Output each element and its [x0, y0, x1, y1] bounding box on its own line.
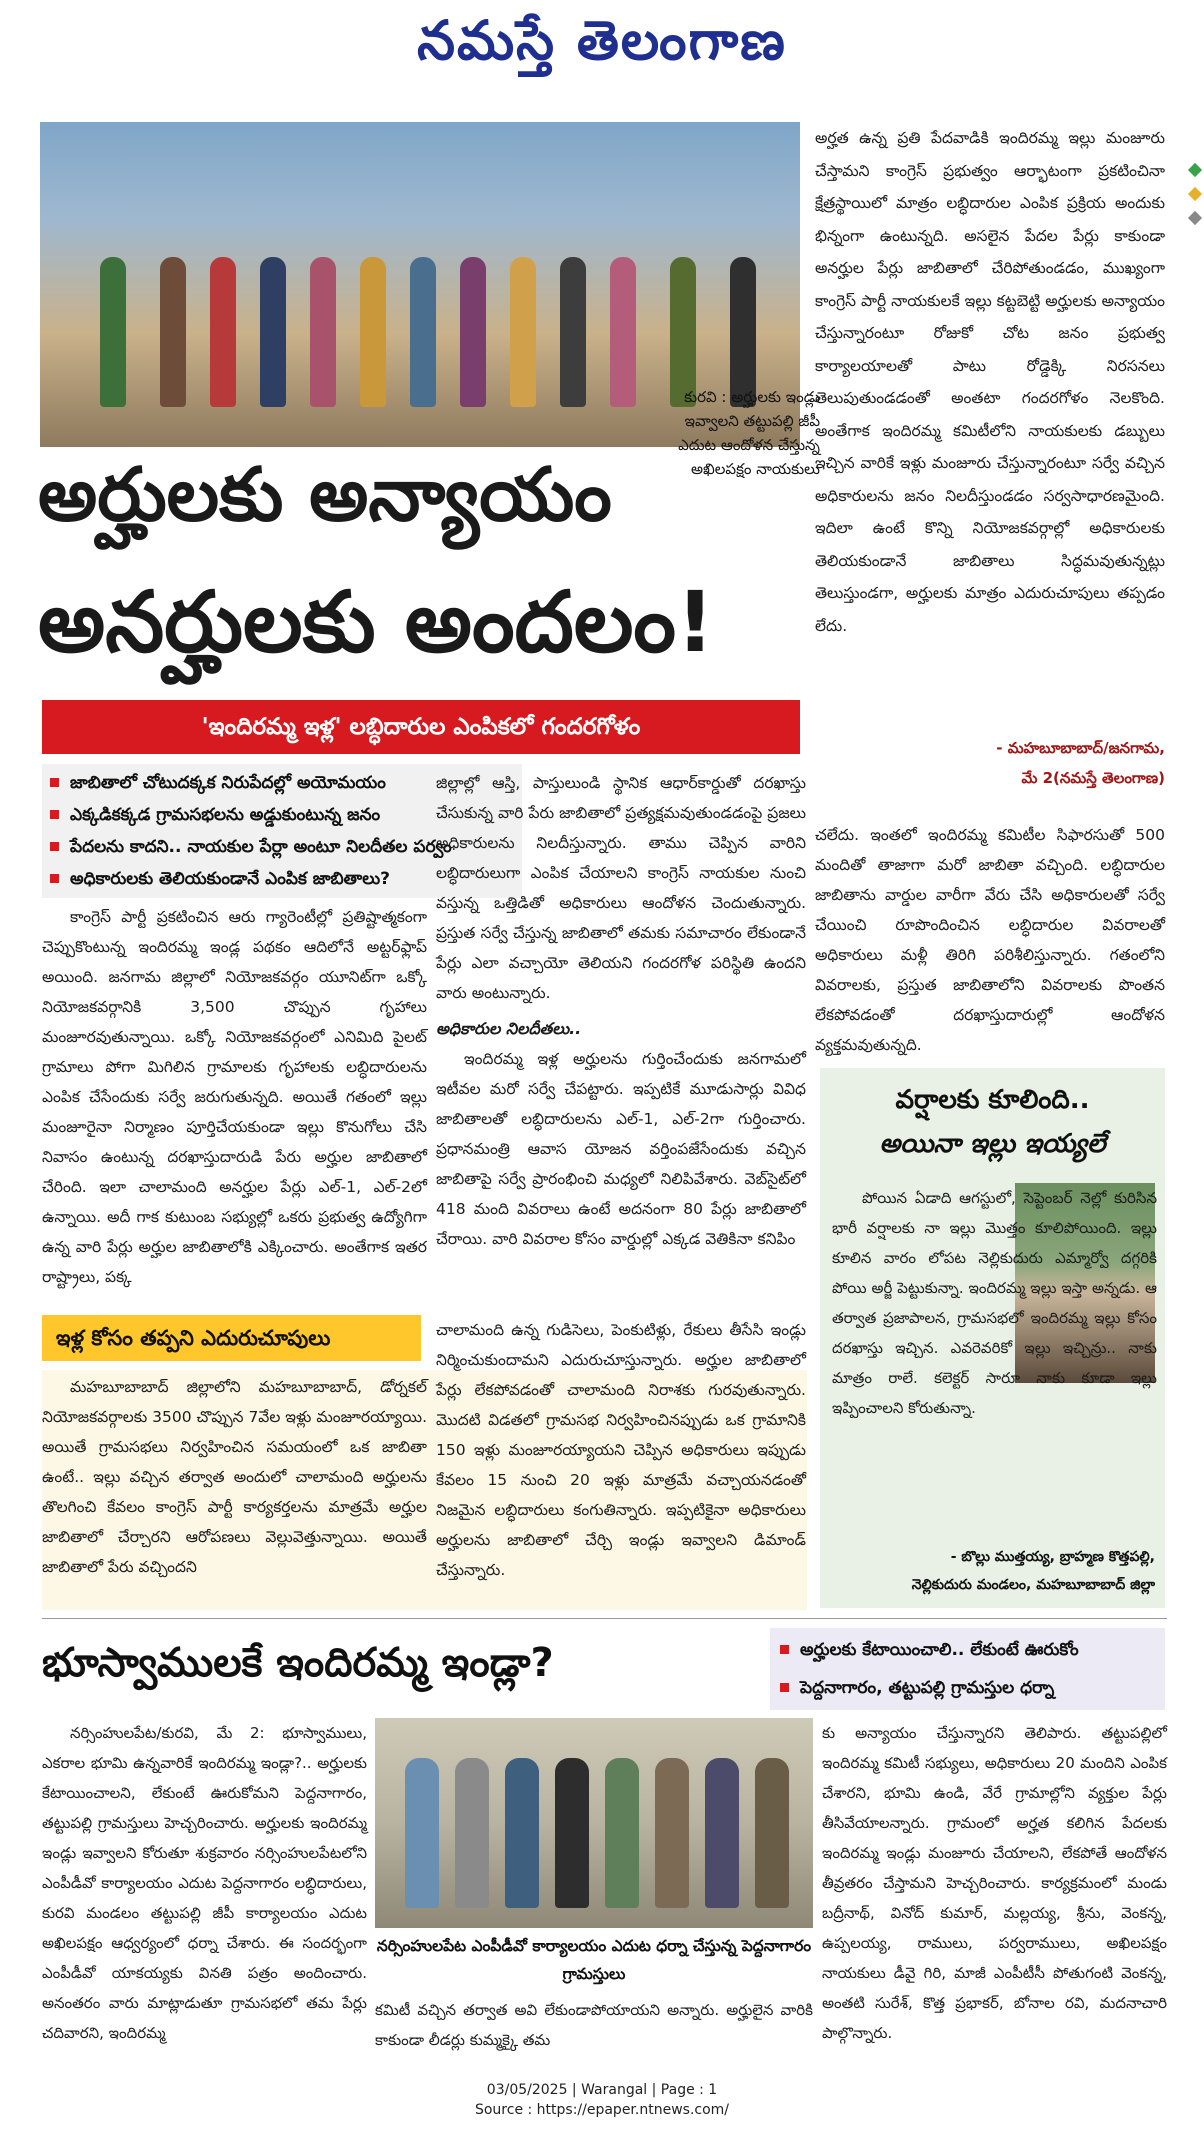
nav-arrow-icon[interactable] — [1188, 163, 1202, 177]
footer — [0, 2080, 1204, 2120]
side-story-title-2: అయినా ఇల్లు ఇయ్యలే — [879, 1129, 1106, 1159]
subheadline-banner: 'ఇందిరమ్మ ఇళ్ల' లబ్ధిదారుల ఎంపికలో గందరగోళం — [42, 700, 800, 754]
key-point: ఎక్కడికక్కడ గ్రామసభలను అడ్డుకుంటున్న జనం — [48, 799, 522, 831]
intro-text: అర్హత ఉన్న ప్రతి పేదవాడికి ఇందిరమ్మ ఇల్లు మంజూరు చేస్తామని కాంగ్రెస్ ప్రభుత్వం ఆర్భాటంగా ప్రకటించినా క్షేత్రస్థాయిలో మాత్రం లబ్ధిదారుల ఎంపిక ప్రక్రియ అందుకు భిన్నంగా ఉంటున్నది. అసలైన పేదల పేర్లు కాకుండా అనర్హుల పేర్లు జాబితాలో చేరిపోతుండడం, ముఖ్యంగా కాంగ్రెస్ పార్టీ నాయకులకే ఇల్లు కట్టబెట్టి అర్హులకు అన్యాయం చేస్తున్నారంటూ రోజుకో చోట జనం ప్రభుత్వ కార్యాలయాలతో పాటు రోడ్డెక్కి నిరసనలు తెలుపుతుండడంతో అంతటా గందరగోళం నెలకొంది. అంతేగాక ఇందిరమ్మ కమిటీలోని నాయకులకు డబ్బులు ఇచ్చిన వారికే ఇళ్లు మంజూరు చేస్తున్నారంటూ సర్వే వచ్చిన అధికారులను జనం నిలదీస్తుండడం సర్వసాధారణమైంది. ఇదిలా ఉంటే కొన్ని నియోజకవర్గాల్లో అధికారులకు తెలియకుండానే జాబితాలు సిద్ధమవుతున్నట్లు తెలుస్తుండగా, అర్హులకు మాత్రం ఎదురుచూపులు తప్పడం లేదు. — [815, 129, 1165, 635]
article-text: జిల్లాల్లో ఆస్తి, పాస్తులుండి స్థానిక ఆధార్‌కార్డుతో దరఖాస్తు చేసుకున్న వారి పేరు జాబితాలో ప్రత్యక్షమవుతుండడంపై ప్రజలు అధికారులను నిలదీస్తున్నారు. తాము చెప్పిన వారిని లబ్ధిదారులుగా ఎంపిక చేయాలని కాంగ్రెస్ నాయకుల నుంచి వస్తున్న ఒత్తిడితో అధికారులు ఆందోళన చెందుతున్నారు. ప్రస్తుత సర్వే చేస్తున్న జాబితాలో తమకు సమాచారం లేకుండానే పేర్లు ఎలా వచ్చాయో తెలియని గందరగోళ పరిస్థితి ఉందని వారు అంటున్నారు. — [436, 774, 806, 1002]
bottom-column-3 — [822, 1718, 1167, 2048]
mid-right-column — [436, 1315, 806, 1585]
article-column-1 — [42, 902, 427, 1292]
nav-arrow-icon[interactable] — [1188, 211, 1202, 225]
intro-column — [815, 122, 1165, 642]
article-text: చాలామంది ఉన్న గుడిసెలు, పెంకుటిళ్లు, రేకులు తీసేసి ఇండ్లు నిర్మించుకుందామని ఎదురుచూస్తున్నారు. అర్హుల జాబితాలో పేర్లు లేకపోవడంతో చాలామంది నిరాశకు గురవుతున్నారు. మొదటి విడతలో గ్రామసభ నిర్వహించినప్పుడు ఒక గ్రామానికి 150 ఇళ్లు మంజూరయ్యాయని చెప్పిన అధికారులు ఇప్పుడు కేవలం 15 నుంచి 20 ఇళ్లు మాత్రమే వచ్చాయనడంతో నిజమైన లబ్ధిదారులు కంగుతిన్నారు. ఇప్పటికైనా అధికారులు అర్హులను జాబితాలో చేర్చి ఇండ్లు ఇవ్వాలని డిమాండ్ చేస్తున్నారు. — [436, 1321, 806, 1579]
side-nav-rail — [1190, 165, 1204, 237]
article-text: ఇందిరమ్మ ఇళ్ల అర్హులను గుర్తించేందుకు జనగామలో ఇటీవల మరో సర్వే చేపట్టారు. ఇప్పటికే మూడుసార్లు వివిధ జాబితాలతో లబ్ధిదారులను ఎల్-1, ఎల్-2గా గుర్తించారు. ప్రధానమంత్రి ఆవాస యోజన వర్తింపజేసేందుకు వచ్చిన జాబితాపై సర్వే ప్రారంభించి మధ్యలో నిలిపివేశారు. వెబ్‌సైట్‌లో 418 మంది వివరాలు ఉంటే అదనంగా 80 పేర్లు జాబితాలో చేరాయి. వారి వివరాల కోసం వార్డుల్లో ఎక్కడ వెతికినా కనిపిం — [436, 1050, 806, 1248]
article-column-2 — [436, 768, 806, 1254]
bottom-column-2 — [375, 1995, 813, 2055]
newspaper-name: నమస్తే తెలంగాణ — [417, 8, 787, 72]
intro-dateline — [815, 733, 1165, 793]
footer-date-edition: 03/05/2025 | Warangal | Page : 1 — [486, 2082, 718, 2098]
dateline-date: మే 2(నమస్తే తెలంగాణ) — [1021, 769, 1165, 787]
side-story-title-1: వర్షాలకు కూలింది.. — [895, 1085, 1090, 1115]
article-text: కు అన్యాయం చేస్తున్నారని తెలిపారు. తట్టుపల్లిలో ఇందిరమ్మ కమిటీ సభ్యులు, అధికారులు 20 మందిని ఎంపిక చేశారని, భూమి ఉండి, వేరే గ్రామాల్లోని వ్యక్తుల పేర్లు తీసివేయాలన్నారు. గ్రామంలో అర్హత కలిగిన పేదలకు ఇందిరమ్మ ఇండ్లు మంజూరు చేయాలని, లేకపోతే ఆందోళన తీవ్రతరం చేస్తామని హెచ్చరించారు. కార్యక్రమంలో మండు బద్రీనాథ్, వినోద్ కుమార్, మల్లయ్య, శ్రీను, వెంకన్న, ఉప్పలయ్య, రాములు, పర్వరాములు, అఖిలపక్షం నాయకులు డీవై గిరి, మాజీ ఎంపీటీసీ పోతుగంటి వెంకన్న, అంతటి సురేశ్, కొత్త ప్రభాకర్, బోనాల రవి, మదనాచారి పాల్గొన్నారు. — [822, 1724, 1167, 2042]
mid-left-column — [42, 1372, 427, 1582]
key-point: అధికారులకు తెలియకుండానే ఎంపిక జాబితాలు? — [48, 863, 522, 895]
key-point: జాబితాలో చోటుదక్కక నిరుపేదల్లో అయోమయం — [48, 767, 522, 799]
side-story-box — [820, 1068, 1165, 1608]
headline-line2: అనర్హులకు అందలం! — [38, 573, 715, 671]
article-text: కమిటీ వచ్చిన తర్వాత అవి లేకుండాపోయాయని అన్నారు. అర్హులైన వారికి కాకుండా లీడర్లు కుమ్మక్కై తమ — [375, 2001, 813, 2049]
section-subhead: అధికారుల నిలదీతలు.. — [436, 1019, 582, 1038]
key-point: పేదలను కాదని.. నాయకుల పేర్లా అంటూ నిలదీతల పర్వం — [48, 831, 522, 863]
section-headline-yellow: ఇళ్ల కోసం తప్పని ఎదురుచూపులు — [42, 1315, 421, 1361]
article-text: నర్సింహులపేట/కురవి, మే 2: భూస్వాములు, ఎకరాల భూమి ఉన్నవారికే ఇందిరమ్మ ఇండ్లా?.. అర్హులకు కేటాయించాలని, లేకుంటే ఊరుకోమని పెద్దనాగారం, తట్టుపల్లి గ్రామస్తులు హెచ్చరించారు. అర్హులకు ఇందిరమ్మ ఇండ్లు ఇవ్వాలని కోరుతూ శుక్రవారం నర్సింహులపేటలోని ఎంపీడీవో కార్యాలయం ఎదుట పెద్దనాగారం లబ్ధిదారులు, కురవి మండలం తట్టుపల్లి జీపీ కార్యాలయం ఎదుట అఖిలపక్షం ఆధ్వర్యంలో ధర్నా చేశారు. ఈ సందర్భంగా ఎంపీడీవో యాకయ్యకు వినతి పత్రం అందించారు. అనంతరం వారు మాట్లాడుతూ గ్రామసభలో తమ పేర్లు చదివారని, ఇందిరమ్మ — [42, 1724, 367, 2042]
article-text: కాంగ్రెస్ పార్టీ ప్రకటించిన ఆరు గ్యారెంటీల్లో ప్రతిష్టాత్మకంగా చెప్పుకొంటున్న ఇందిరమ్మ ఇండ్ల పథకం ఆదిలోనే అట్టర్‌ఫ్లాప్ అయింది. జనగామ జిల్లాలో నియోజకవర్గం యూనిట్‌గా ఒక్కో నియోజకవర్గానికి 3,500 చొప్పున గృహాలు మంజూరవుతున్నాయి. ఒక్కో నియోజకవర్గంలో ఎనిమిది పైలట్ గ్రామాలు పోగా మిగిలిన గ్రామాలకు గృహాలకు లబ్ధిదారులను ఎంపిక చేసేందుకు సర్వే జరుగుతున్నది. అయితే గతంలో ఇల్లు మంజూరైనా నిర్మాణం పూర్తిచేయకుండా ఇల్లు కొనుగోలు చేసి నివాసం ఉంటున్న దరఖాస్తుదారుడి పేరు అర్హుల జాబితాలో చేరింది. ఇలా చాలామంది అనర్హుల పేర్లు ఎల్-1, ఎల్-2లో ఉన్నాయి. అదీ గాక కుటుంబ సభ్యుల్లో ఒకరు ప్రభుత్వ ఉద్యోగిగా ఉన్న వారి పేర్లు అర్హుల జాబితాలోకి ఎక్కించారు. అంతేగాక ఇతర రాష్ట్రాలు, పక్క — [42, 908, 427, 1286]
top-photo-caption: కురవి : అర్హులకు ఇండ్లు ఇవ్వాలని తట్టుపల్లి జీపీ ఎదుట ఆందోళన చేస్తున్న అఖిలపక్షం నాయకులు — [678, 388, 820, 478]
bottom-photo — [375, 1718, 813, 1928]
side-story-signature — [830, 1543, 1155, 1599]
footer-source-link[interactable]: Source : https://epaper.ntnews.com/ — [474, 2102, 730, 2118]
section-divider — [42, 1618, 1167, 1619]
masthead — [0, 0, 1204, 90]
key-point: పెద్దనాగారం, తట్టుపల్లి గ్రామస్తుల ధర్నా — [778, 1669, 1165, 1707]
article-column-3 — [815, 820, 1165, 1060]
article-text: మహబూబాబాద్ జిల్లాలోని మహబూబాబాద్, డోర్నకల్ నియోజకవర్గాలకు 3500 చొప్పున 7వేల ఇళ్లు మంజూరయ్యాయి. అయితే గ్రామసభలు నిర్వహించిన సమయంలో ఒక జాబితా ఉంటే.. ఇల్లు వచ్చిన తర్వాత అందులో చాలామంది అర్హులను తొలగించి కేవలం కాంగ్రెస్ పార్టీ కార్యకర్తలను మాత్రమే అర్హుల జాబితాలో చేర్చారని ఆరోపణలు వెల్లువెత్తున్నాయి. అయితే జాబితాలో పేరు వచ్చిందని — [42, 1378, 427, 1576]
bottom-key-points — [770, 1628, 1165, 1710]
dateline-place: - మహబూబాబాద్/జనగామ, — [996, 739, 1165, 757]
bottom-headline: భూస్వాములకే ఇందిరమ్మ ఇండ్లా? — [42, 1640, 554, 1686]
signature-line-2: నెల్లికుదురు మండలం, మహబూబాబాద్ జిల్లా — [911, 1577, 1155, 1593]
article-text: చలేదు. ఇంతలో ఇందిరమ్మ కమిటీల సిఫారసుతో 500 మందితో తాజాగా మరో జాబితా వచ్చింది. లబ్ధిదారుల జాబితాను వార్డుల వారీగా వేరు చేసి అధికారులతో సర్వే చేయించి రూపొందించిన లబ్ధిదారుల వివరాలతో అధికారులు మళ్లీ తిరిగి పరిశీలిస్తున్నారు. గతంలోని వివరాలకు, ప్రస్తుత జాబితాలోని వివరాలకు పొంతన లేకపోవడంతో దరఖాస్తుదారుల్లో ఆందోళన వ్యక్తమవుతున్నది. — [815, 826, 1165, 1054]
signature-line-1: - బొల్లు ముత్తయ్య, బ్రాహ్మణ కొత్తపల్లి, — [950, 1549, 1155, 1565]
bottom-column-1 — [42, 1718, 367, 2048]
bottom-photo-caption: నర్సింహులపేట ఎంపీడీవో కార్యాలయం ఎదుట ధర్నా చేస్తున్న పెద్దనాగారం గ్రామస్తులు — [376, 1937, 812, 1983]
headline-line1: అర్హులకు అన్యాయం — [38, 452, 612, 538]
nav-arrow-icon[interactable] — [1188, 187, 1202, 201]
key-point: అర్హులకు కేటాయించాలి.. లేకుంటే ఊరుకోం — [778, 1631, 1165, 1669]
side-story-text: పోయిన ఏడాది ఆగస్టులో, సెప్టెంబర్ నెల్లో కురిసిన భారీ వర్షాలకు నా ఇల్లు మొత్తం కూలిపోయింది. ఇల్లు కూలిన వారం లోపట నెల్లికుదురు ఎమ్మార్వో దగ్గరికి పోయి అర్జీ పెట్టుకున్నా. ఇందిరమ్మ ఇల్లు ఇస్తా అన్నడు. ఆ తర్వాత ప్రజాపాలన, గ్రామసభలో ఇందిరమ్మ ఇల్లు కోసం దరఖాస్తు ఇచ్చిన. ఎవరెవరికో ఇల్లు ఇచ్చిన్రు.. నాకు మాత్రం రాలే. కలెక్టర్ సారూ నాకు కూడా ఇల్లు ఇప్పించాలని కోరుతున్నా. — [832, 1189, 1157, 1417]
